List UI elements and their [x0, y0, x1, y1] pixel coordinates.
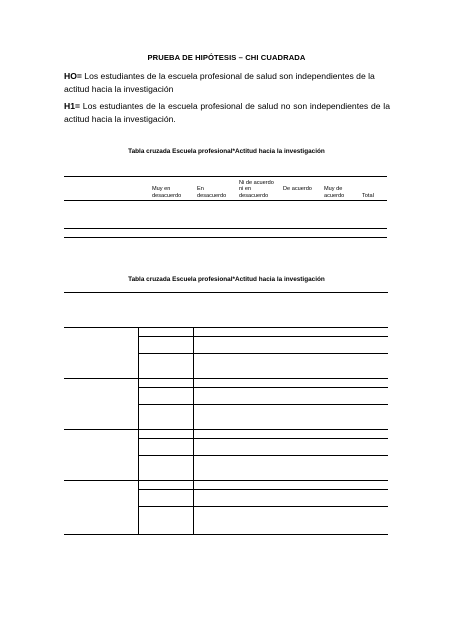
rule-line [64, 200, 387, 201]
hypothesis-null [64, 70, 390, 96]
rule-line [64, 176, 387, 177]
rule-line [138, 489, 388, 490]
h0-label: HO= [64, 71, 82, 81]
hypothesis-alternative [64, 100, 390, 126]
table2-title: Tabla cruzada Escuela profesional*Actitud hacia la investigación [128, 276, 325, 283]
rule-line [64, 480, 388, 481]
rule-line [138, 455, 388, 456]
rule-line [64, 237, 387, 238]
h1-label: H1= [64, 101, 81, 111]
table1-title: Tabla cruzada Escuela profesional*Actitud hacia la investigación [128, 148, 325, 155]
h0-text: Los estudiantes de la escuela profesional de salud son independientes de la actitud hacia la investigación [64, 71, 375, 94]
rule-line [138, 336, 388, 337]
rule-line [138, 327, 139, 534]
rule-line [138, 506, 388, 507]
rule-line [138, 438, 388, 439]
rule-line [64, 429, 388, 430]
rule-line [193, 327, 194, 534]
h1-text: Los estudiantes de la escuela profesional de salud no son independientes de la actitud hacia la investigación. [64, 101, 390, 124]
rule-line [138, 353, 388, 354]
table1-col-header: Total [362, 193, 374, 199]
rule-line [138, 404, 388, 405]
rule-line [64, 292, 388, 293]
table1-col-header: De acuerdo [283, 186, 312, 193]
document-title: PRUEBA DE HIPÓTESIS – CHI CUADRADA [147, 53, 306, 62]
table1-col-header: Muy en desacuerdo [152, 186, 182, 199]
rule-line [64, 534, 388, 535]
table1-col-header: En desacuerdo [197, 186, 227, 199]
rule-line [138, 387, 388, 388]
table1-col-header: Muy de acuerdo [324, 186, 345, 199]
rule-line [64, 228, 387, 229]
rule-line [64, 378, 388, 379]
rule-line [64, 327, 388, 328]
table1-col-header: Ni de acuerdo ni en desacuerdo [239, 179, 274, 199]
